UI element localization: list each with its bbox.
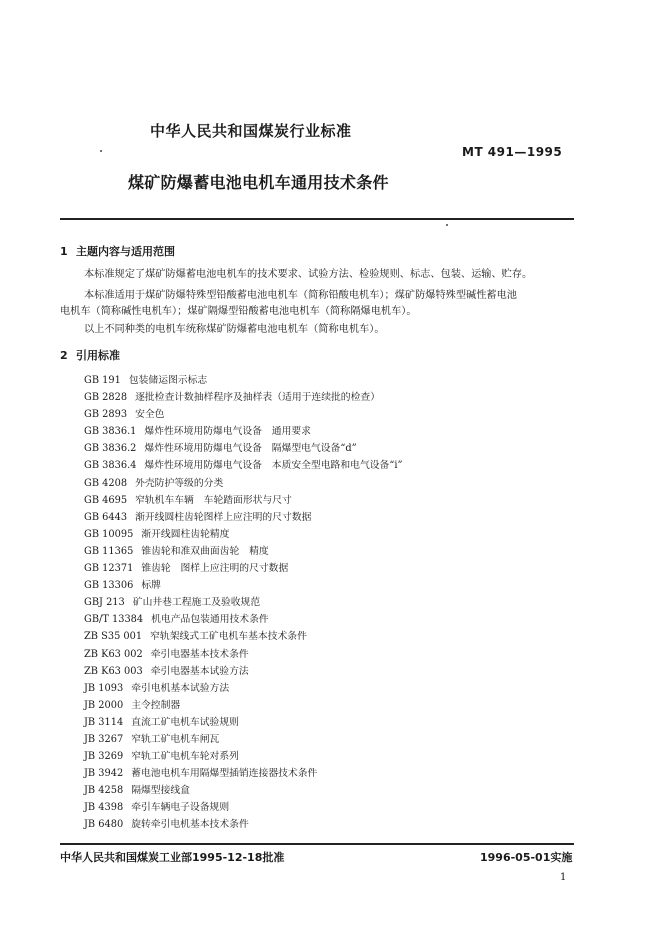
reference-title: 标牌 (141, 580, 161, 592)
section-title: 引用标准 (76, 349, 120, 362)
reference-code: GB 11365 (84, 545, 134, 557)
reference-item (84, 543, 403, 560)
issuing-organization: 中华人民共和国煤炭行业标准 (150, 122, 352, 140)
reference-title: 安全色 (135, 409, 165, 421)
reference-title: 主令控制器 (131, 699, 181, 711)
reference-code: ZB K63 003 (84, 665, 143, 677)
paragraph: 以上不同种类的电机车统称煤矿防爆蓄电池电机车（简称电机车）。 (84, 324, 385, 335)
reference-title: 渐开线圆柱齿轮图样上应注明的尺寸数据 (135, 511, 312, 523)
reference-code: GB 3836.1 (84, 426, 137, 438)
document-title: 煤矿防爆蓄电池电机车通用技术条件 (128, 173, 389, 192)
reference-title: 窄轨机车车辆 车轮踏面形状与尺寸 (135, 494, 292, 506)
reference-item (84, 509, 403, 526)
reference-code: GB 3836.4 (84, 460, 137, 472)
effective-date: 1996-05-01实施 (480, 851, 573, 864)
section-number: 1 (60, 245, 68, 258)
reference-code: GB 3836.2 (84, 443, 137, 455)
reference-item (84, 748, 403, 765)
reference-code: GB 4208 (84, 477, 128, 489)
reference-item (84, 406, 403, 423)
reference-item (84, 372, 403, 389)
reference-item (84, 782, 403, 799)
reference-code: ZB S35 001 (84, 631, 143, 643)
reference-code: GB 13306 (84, 580, 134, 592)
reference-title: 锥齿轮 图样上应注明的尺寸数据 (141, 563, 289, 575)
reference-code: JB 2000 (84, 699, 124, 711)
reference-title: 矿山井巷工程施工及验收规范 (132, 597, 261, 609)
reference-item (84, 646, 403, 663)
reference-code: ZB K63 002 (84, 648, 143, 660)
reference-title: 机电产品包装通用技术条件 (151, 614, 269, 626)
standard-code: MT 491—1995 (462, 145, 563, 159)
reference-title: 爆炸性环境用防爆电气设备 隔爆型电气设备“d” (144, 443, 357, 455)
reference-item (84, 560, 403, 577)
reference-item (84, 680, 403, 697)
reference-item (84, 697, 403, 714)
reference-item (84, 526, 403, 543)
reference-title: 牵引电机基本试验方法 (131, 682, 230, 694)
reference-title: 包装储运图示标志 (128, 375, 208, 386)
reference-title: 直流工矿电机车试验规则 (131, 716, 239, 728)
reference-item (84, 492, 403, 509)
reference-list (84, 372, 403, 834)
reference-item (84, 628, 403, 645)
reference-item (84, 475, 403, 492)
reference-title: 隔爆型接线盒 (131, 785, 190, 797)
reference-code: JB 3269 (84, 751, 124, 763)
reference-item (84, 594, 403, 611)
reference-code: JB 4398 (84, 802, 124, 814)
reference-code: GB/T 13384 (84, 614, 144, 626)
reference-code: JB 3267 (84, 733, 124, 745)
reference-code: GB 6443 (84, 511, 128, 523)
reference-item (84, 816, 403, 833)
reference-item (84, 731, 403, 748)
reference-title: 牵引车辆电子设备规则 (131, 802, 230, 814)
page-number: 1 (560, 872, 567, 883)
reference-title: 逐批检查计数抽样程序及抽样表（适用于连续批的检查） (135, 392, 380, 404)
reference-title: 牵引电器基本技术条件 (150, 648, 249, 660)
reference-code: JB 4258 (84, 785, 124, 797)
paragraph: 本标准规定了煤矿防爆蓄电池电机车的技术要求、试验方法、检验规则、标志、包装、运输、贮存。 (84, 269, 533, 280)
reference-item (84, 577, 403, 594)
reference-code: JB 6480 (84, 819, 124, 831)
reference-item (84, 440, 403, 457)
section-1-heading (60, 243, 175, 259)
reference-title: 爆炸性环境用防爆电气设备 通用要求 (144, 426, 311, 438)
reference-title: 窄轨架线式工矿电机车基本技术条件 (150, 631, 307, 643)
reference-code: JB 3114 (84, 716, 124, 728)
reference-title: 外壳防护等级的分类 (135, 477, 224, 489)
section-number: 2 (60, 349, 68, 362)
paragraph: 本标准适用于煤矿防爆特殊型铅酸蓄电池电机车（简称铅酸电机车）；煤矿防爆特殊型碱性蓄电池 (84, 290, 517, 301)
section-2-heading (60, 347, 120, 363)
reference-item (84, 457, 403, 474)
reference-item (84, 714, 403, 731)
reference-item (84, 799, 403, 816)
footer-divider (60, 843, 574, 845)
reference-item (84, 423, 403, 440)
reference-code: JB 3942 (84, 768, 124, 780)
reference-code: JB 1093 (84, 682, 124, 694)
reference-title: 蓄电池电机车用隔爆型插销连接器技术条件 (131, 768, 318, 780)
reference-code: GB 4695 (84, 494, 128, 506)
section-title: 主题内容与适用范围 (76, 245, 175, 258)
approval-line: 中华人民共和国煤炭工业部1995-12-18批准 (60, 851, 285, 864)
reference-item (84, 765, 403, 782)
reference-item (84, 611, 403, 628)
reference-code: GB 2828 (84, 392, 128, 404)
reference-title: 牵引电器基本试验方法 (150, 665, 249, 677)
reference-code: GB 10095 (84, 528, 134, 540)
reference-code: GB 12371 (84, 563, 134, 575)
speck-mark (100, 150, 102, 152)
reference-title: 锥齿轮和准双曲面齿轮 精度 (141, 545, 269, 557)
reference-title: 窄轨工矿电机车轮对系列 (131, 751, 239, 763)
reference-code: GBJ 213 (84, 597, 125, 609)
reference-item (84, 663, 403, 680)
reference-code: GB 191 (84, 375, 121, 386)
reference-item (84, 389, 403, 406)
reference-code: GB 2893 (84, 409, 128, 421)
reference-title: 渐开线圆柱齿轮精度 (141, 528, 230, 540)
header-divider (60, 218, 574, 220)
reference-title: 旋转牵引电机基本技术条件 (131, 819, 249, 831)
speck-mark (446, 224, 448, 226)
reference-title: 窄轨工矿电机车闸瓦 (131, 733, 220, 745)
reference-title: 爆炸性环境用防爆电气设备 本质安全型电路和电气设备“i” (144, 460, 403, 472)
paragraph-continuation: 电机车（简称碱性电机车）；煤矿隔爆型铅酸蓄电池电机车（简称隔爆电机车）。 (60, 306, 417, 317)
